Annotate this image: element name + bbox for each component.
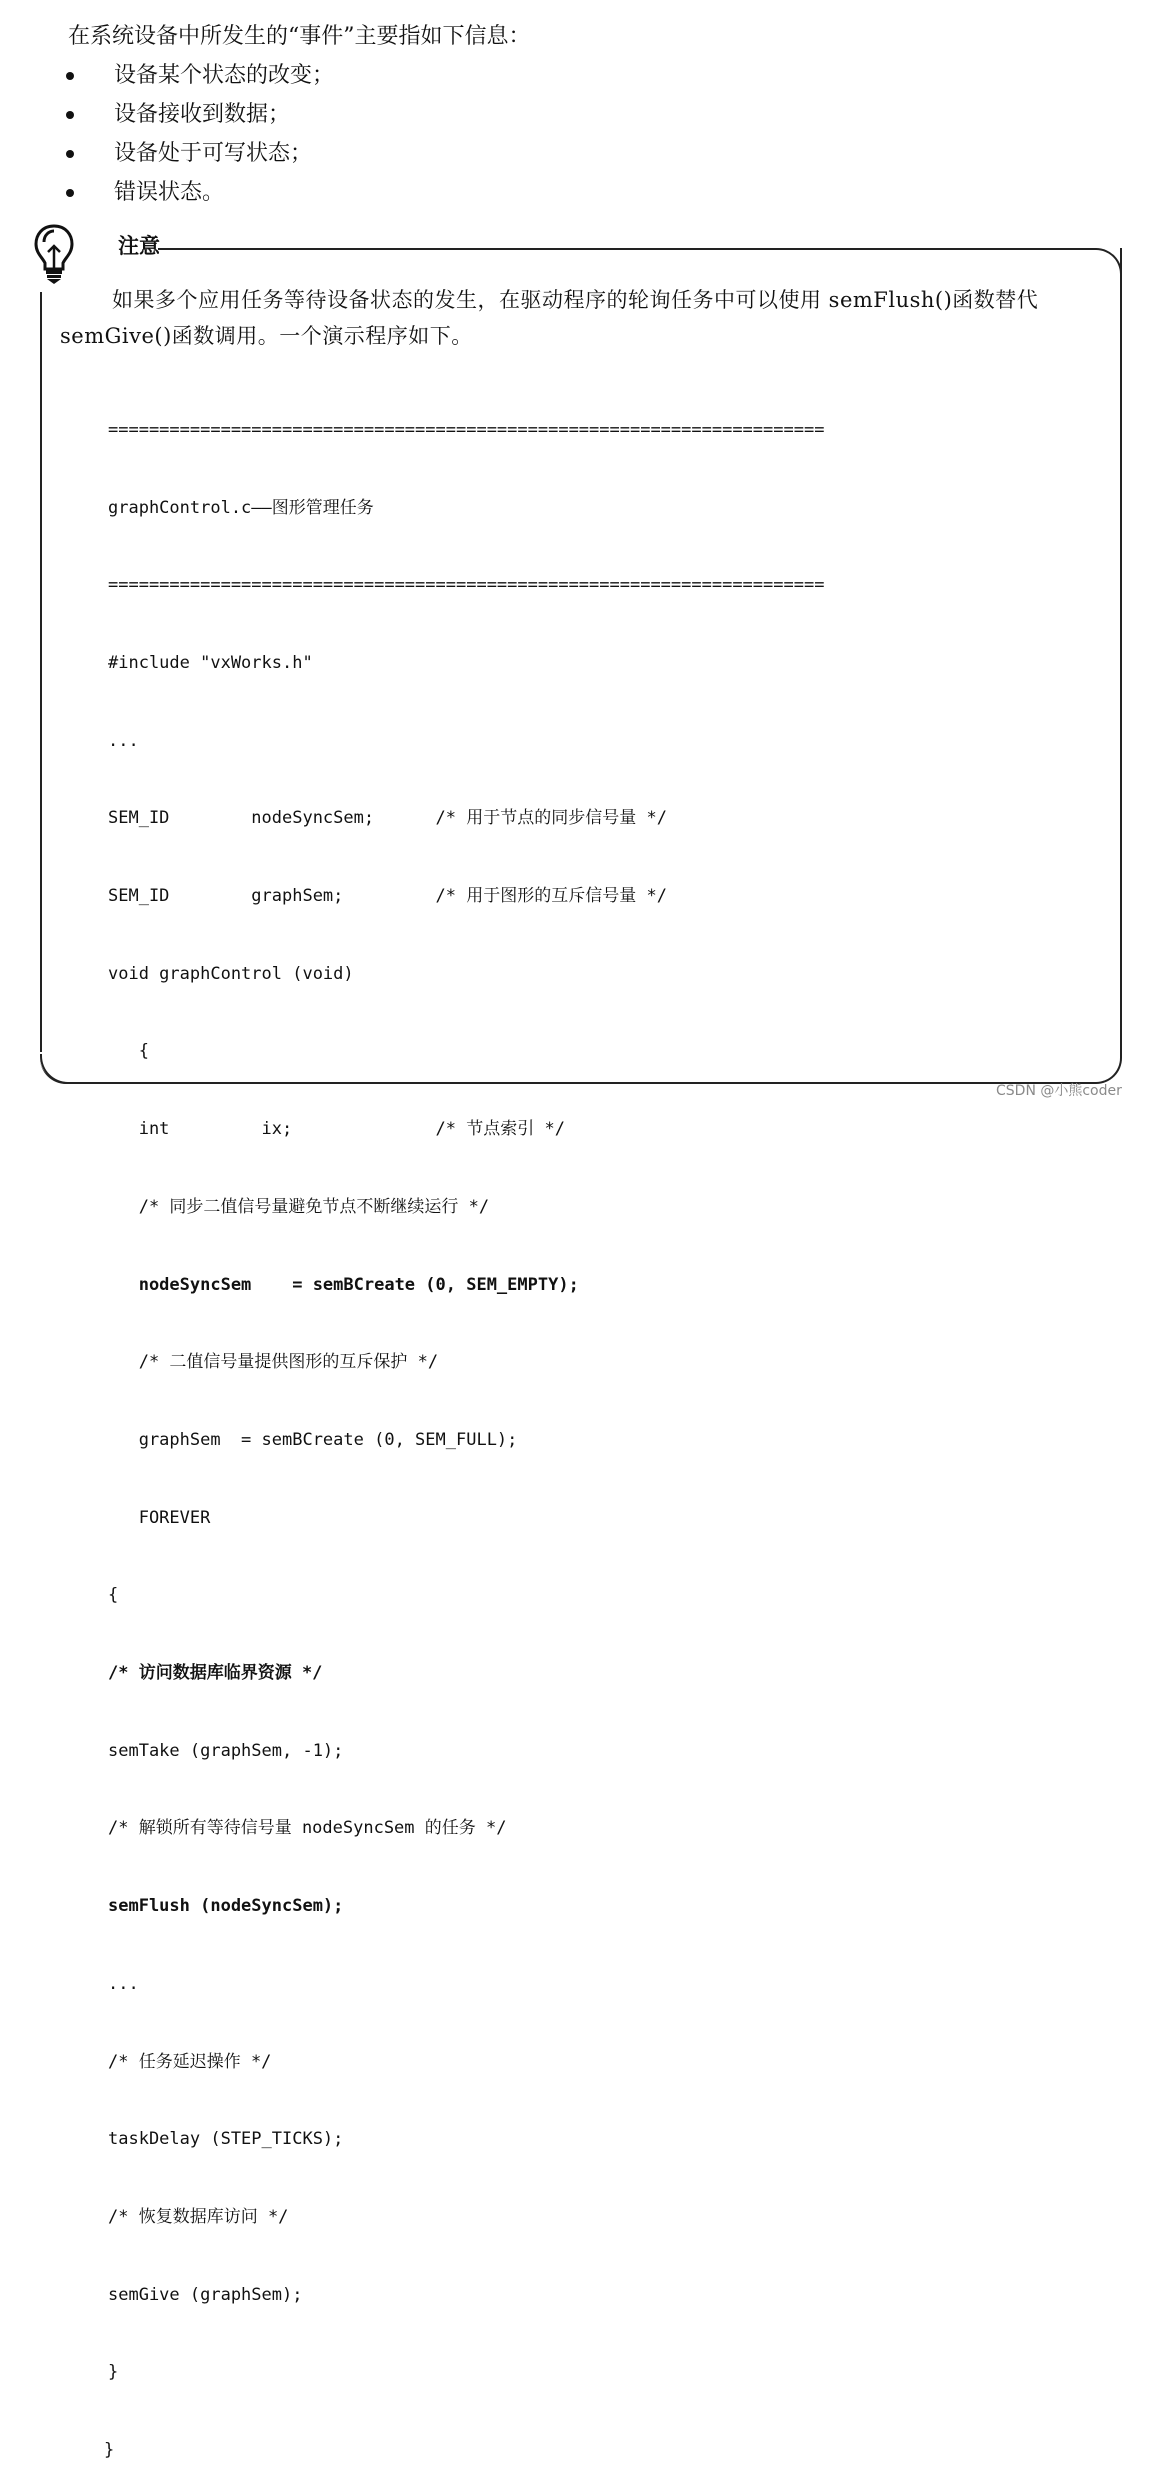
bullet-icon [66,72,74,80]
list-item: 设备接收到数据； [66,95,334,134]
code-block [104,366,1098,2490]
code-line: FOREVER [108,1507,211,1528]
event-list [66,56,334,212]
code-line: taskDelay (STEP_TICKS); [108,2129,344,2150]
intro-text: 在系统设备中所发生的“事件”主要指如下信息： [68,24,531,49]
code-line: SEM_ID graphSem; /* 用于图形的互斥信号量 */ [108,886,667,907]
bullet-icon [66,150,74,158]
bullet-icon [66,189,74,197]
code-line: /* 恢复数据库访问 */ [108,2206,289,2227]
list-item: 错误状态。 [66,173,334,212]
code-line: nodeSyncSem = semBCreate (0, SEM_EMPTY); [108,1274,579,1295]
code-line: /* 任务延迟操作 */ [108,2051,272,2072]
code-separator: ====================================================================== [108,419,825,440]
code-line: int ix; /* 节点索引 */ [108,1119,565,1140]
code-line: semFlush (nodeSyncSem); [108,1896,344,1917]
code-line: /* 同步二值信号量避免节点不断继续运行 */ [108,1196,490,1217]
code-line: semGive (graphSem); [108,2284,303,2305]
list-item: 设备处于可写状态； [66,134,334,173]
code-line: #include "vxWorks.h" [108,652,313,673]
code-line: void graphControl (void) [108,963,354,984]
code-line: graphSem = semBCreate (0, SEM_FULL); [108,1429,518,1450]
note-paragraph: 如果多个应用任务等待设备状态的发生，在驱动程序的轮询任务中可以使用 semFlush()函数替代 semGive()函数调用。一个演示程序如下。 [60,288,1039,348]
code-separator: ====================================================================== [108,575,825,596]
code-line: graphControl.c——图形管理任务 [108,497,374,518]
code-line: { [108,1041,149,1062]
code-line: semTake (graphSem, -1); [108,1740,344,1761]
watermark: CSDN @小熊coder [996,1083,1122,1099]
code-line: /* 二值信号量提供图形的互斥保护 */ [108,1352,439,1373]
code-line: ... [108,730,139,751]
note-label: 注意 [118,233,160,258]
list-item: 设备某个状态的改变； [66,56,334,95]
code-line: ... [108,1973,139,1994]
code-line: } [104,2440,115,2461]
code-line: { [108,1585,119,1606]
code-line: /* 解锁所有等待信号量 nodeSyncSem 的任务 */ [108,1818,507,1839]
code-line: /* 访问数据库临界资源 */ [108,1663,323,1684]
code-line: SEM_ID nodeSyncSem; /* 用于节点的同步信号量 */ [108,808,667,829]
bullet-icon [66,111,74,119]
code-line: } [108,2362,119,2383]
